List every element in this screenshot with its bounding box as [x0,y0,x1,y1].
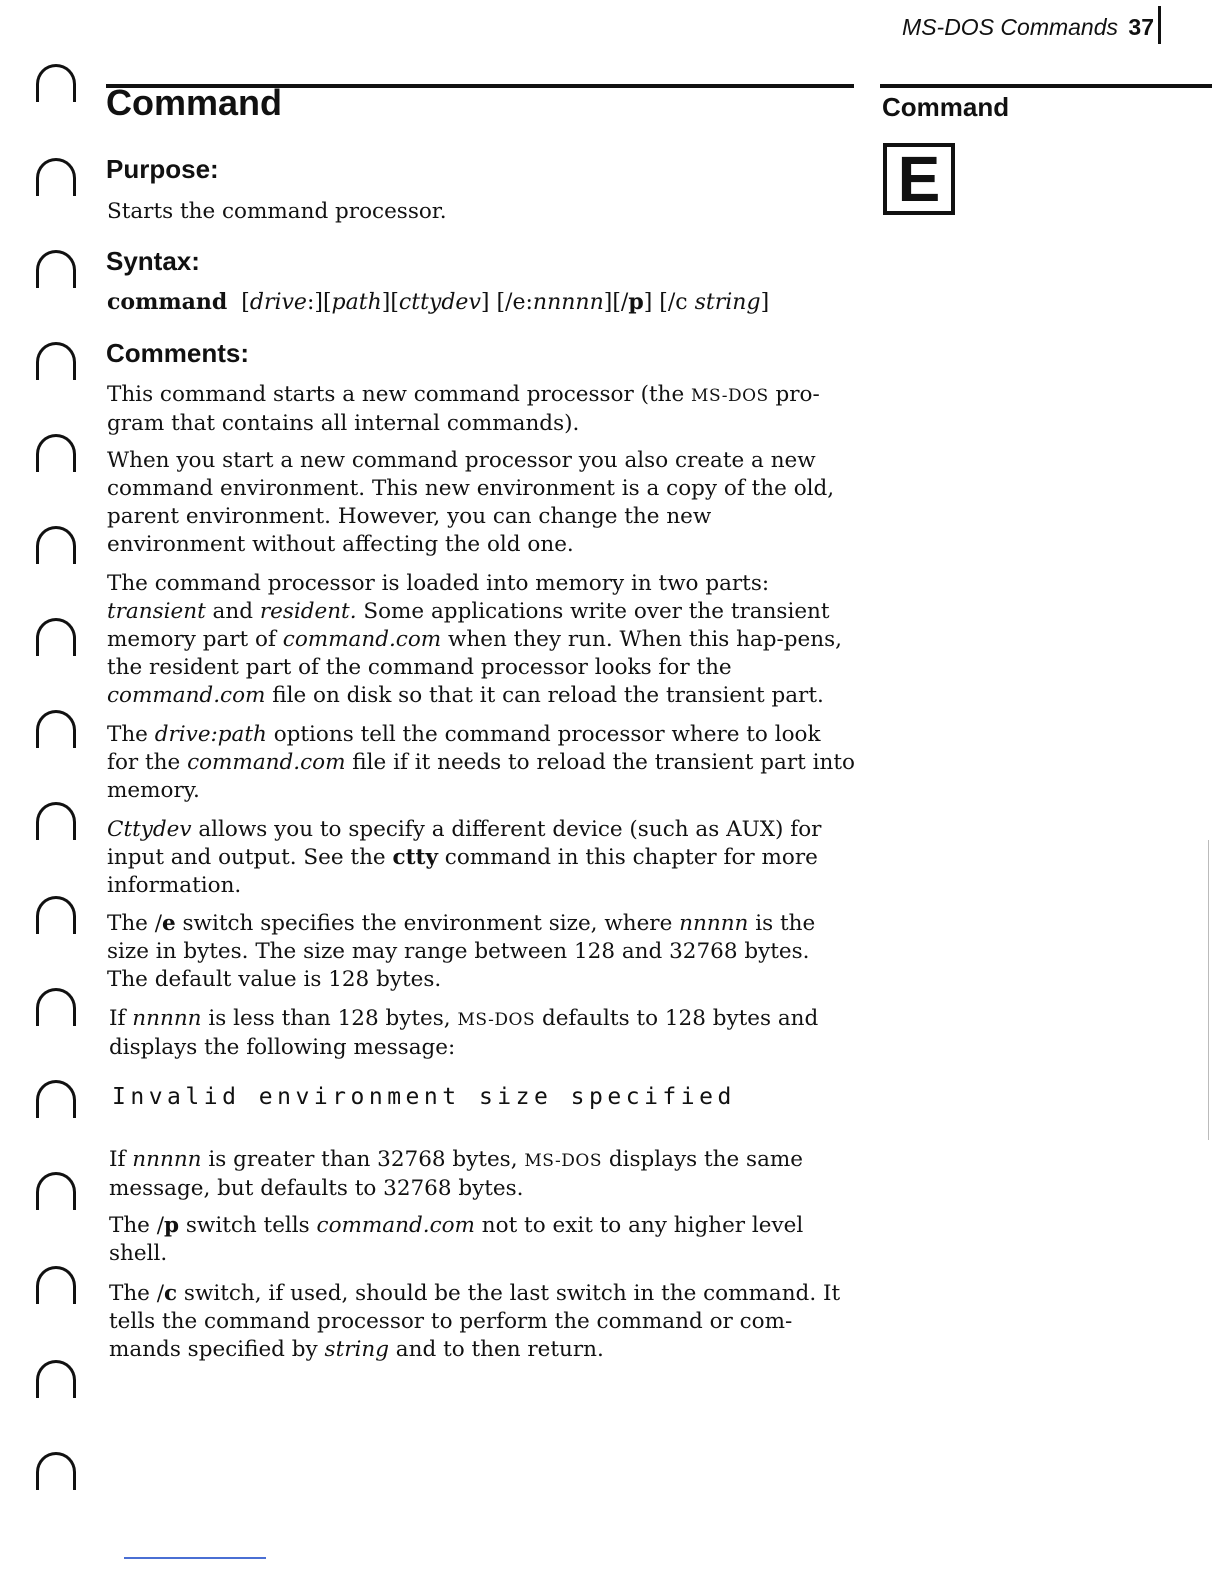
comment-paragraph-10: The /c switch, if used, should be the last switch in the command. It tells the command processor to perform the command or com-mands specified by string and to then return. [109,1281,841,1362]
binder-hole [36,896,76,934]
page-title: Command [106,82,283,123]
binder-hole [36,1452,76,1490]
binder-hole [36,710,76,748]
syntax-cttydev: cttydev [398,290,481,315]
syntax-string: string [694,290,761,315]
comment-paragraph-7: If nnnnn is less than 128 bytes, MS-DOS defaults to 128 bytes and displays the following message: [109,1006,819,1060]
comments-heading: Comments: [106,338,250,368]
syntax-command: command [107,289,228,315]
error-message-code: Invalid environment size specified [112,1084,736,1110]
running-head [902,14,1154,41]
binder-hole [36,526,76,564]
comment-paragraph-4: The drive:path options tell the command processor where to look for the command.com file if it needs to reload the transient part into memory. [107,722,855,803]
binder-hole [36,1172,76,1210]
sidebar-title: Command [882,92,1010,122]
syntax-p-switch: p [628,289,644,315]
comment-paragraph-8: If nnnnn is greater than 32768 bytes, MS-DOS displays the same message, but defaults to 32768 bytes. [109,1147,804,1201]
binder-hole [36,618,76,656]
page-number: 37 [1128,14,1154,40]
comment-paragraph-5: Cttydev allows you to specify a different device (such as AUX) for input and output. See the ctty command in this chapter for more information. [107,817,822,898]
running-title: MS-DOS Commands [902,14,1119,40]
comment-paragraph-6: The /e switch specifies the environment size, where nnnnn is the size in bytes. The size may range between 128 and 32768 bytes. The default value is 128 bytes. [107,911,816,992]
syntax-drive: drive [249,290,307,315]
sidebar-rule [880,84,1212,88]
binder-hole [36,802,76,840]
binder-hole [36,158,76,196]
footer-line [124,1557,266,1559]
binder-hole [36,1266,76,1304]
syntax-path: path [331,290,382,315]
syntax-nnnnn: nnnnn [532,290,604,315]
binder-hole [36,342,76,380]
binder-hole [36,434,76,472]
syntax-line: command [drive:][path][cttydev] [/e:nnnnn][/p] [/c string] [107,289,770,315]
binder-hole [36,64,76,102]
scan-edge-line [1208,840,1209,1140]
comment-paragraph-9: The /p switch tells command.com not to exit to any higher level shell. [109,1213,804,1266]
header-bar [1158,6,1161,44]
binder-hole [36,988,76,1026]
binder-hole [36,1080,76,1118]
sidebar-badge: E [883,143,955,215]
binder-hole [36,1360,76,1398]
purpose-text: Starts the command processor. [107,199,447,224]
comment-paragraph-3: The command processor is loaded into memory in two parts: transient and resident. Some applications write over the transient memory part of command.com when they run. When this hap-pens, the resident part of the command processor looks for the command.com file on disk so that it can reload the transient part. [107,571,842,708]
purpose-heading: Purpose: [106,154,219,184]
syntax-heading: Syntax: [106,246,200,276]
binder-hole [36,250,76,288]
comment-paragraph-1: This command starts a new command processor (the MS-DOS pro-gram that contains all internal commands). [107,382,820,436]
comment-paragraph-2: When you start a new command processor you also create a new command environment. This new environment is a copy of the old, parent environment. However, you can change the new environment without affecting the old one. [107,448,835,557]
